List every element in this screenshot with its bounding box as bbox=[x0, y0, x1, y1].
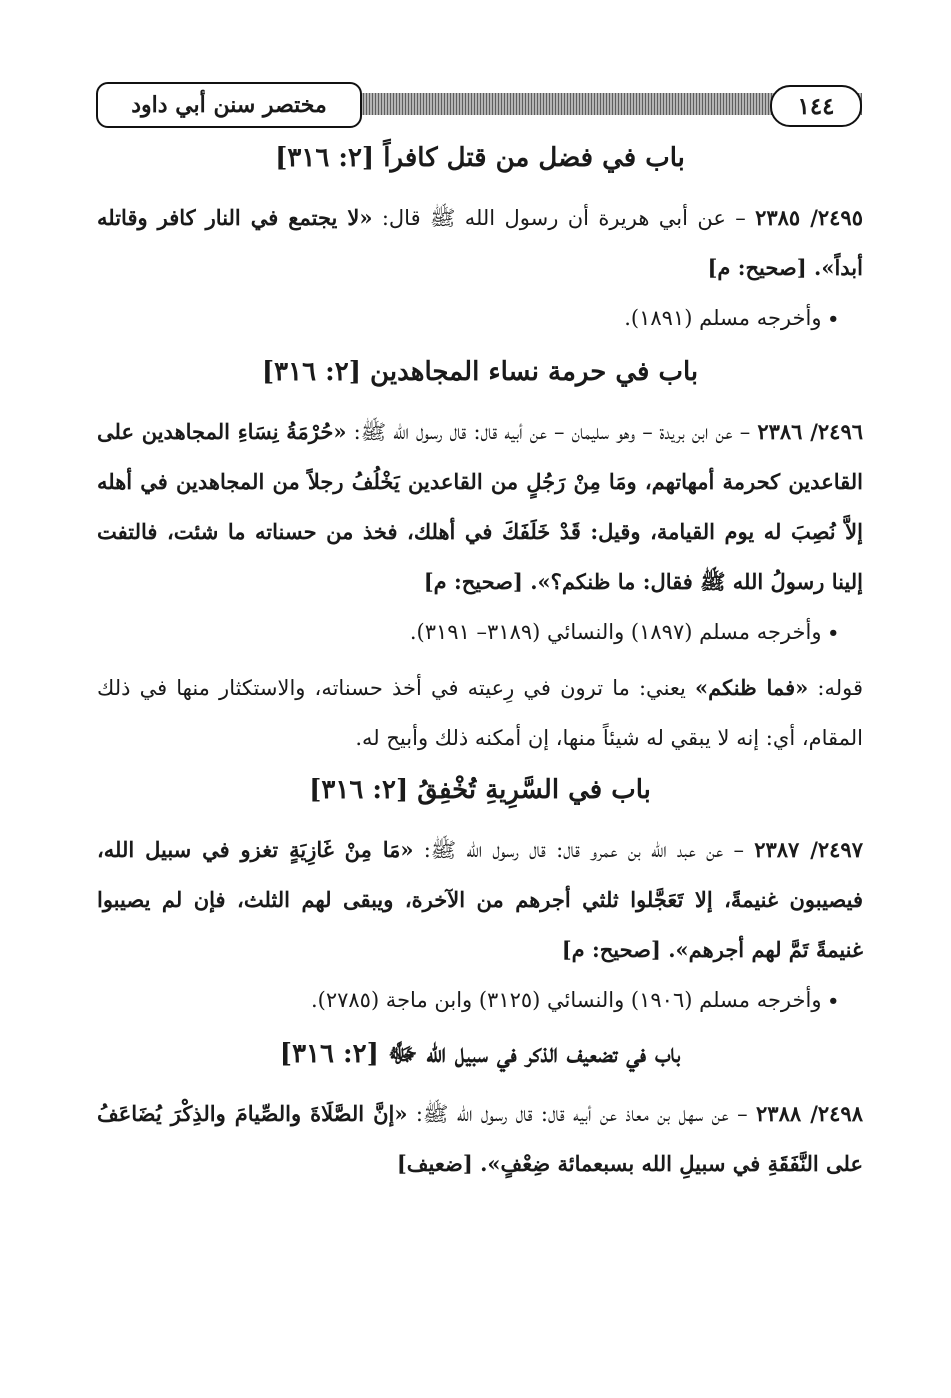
chapter-heading-3: باب في السَّرِيةِ تُخْفِقُ [٢: ٣١٦] bbox=[309, 775, 651, 805]
hadith-number: ٢٤٩٥/ ٢٣٨٥ bbox=[755, 205, 863, 230]
note-text: يعني: ما ترون في رِعيته في أخذ حسناته، والاستكثار منها في ذلك المقام، أي: إنه لا يبقي له شيئاً منها، إن أمكنه ذلك وأبيح له. bbox=[97, 676, 863, 750]
hadith-2497 bbox=[97, 825, 863, 975]
bullet-icon: • bbox=[827, 623, 839, 644]
takhrij-text: وأخرجه مسلم (١٩٠٦) والنسائي (٣١٢٥) وابن ماجة (٢٧٨٥). bbox=[310, 988, 822, 1012]
hadith-number: ٢٤٩٧/ ٢٣٨٧ bbox=[754, 837, 863, 862]
note-quoted: «فما ظنكم» bbox=[695, 675, 809, 700]
explanatory-note bbox=[97, 663, 863, 763]
page-number bbox=[770, 85, 862, 127]
bullet-icon: • bbox=[827, 991, 839, 1012]
running-header bbox=[96, 82, 862, 128]
hadith-2496 bbox=[97, 407, 863, 607]
hadith-text: «حُرْمَةُ نِسَاءِ المجاهدين على القاعدين كحرمة أمهاتهم، ومَا مِنْ رَجُلٍ من القاعدين يَخْلُفُ رجلاً من المجاهدين في أهله إلاَّ نُصِبَ له يوم القيامة، وقيل: قَدْ خَلَفَكَ في أهلك، فخذ من حسناته ما شئت، فالتفت إلينا رسولُ الله ﷺ فقال: ما ظنكم؟». [صحيح: م] bbox=[97, 419, 863, 594]
book-title bbox=[96, 82, 362, 128]
hadith-text: «مَا مِنْ غَازِيَةٍ تغزو في سبيل الله، فيصيبون غنيمةً، إلا تَعَجَّلوا ثلثي أجرهم من الآخرة، ويبقى لهم الثلث، فإن لم يصيبوا غنيمةً تَمَّ لهم أجرهم». [صحيح: م] bbox=[97, 837, 863, 962]
hadith-isnad: – عن عبد الله بن عمرو قال: قال رسول الله ﷺ: bbox=[413, 838, 755, 862]
takhrij-text: وأخرجه مسلم (١٨٩١). bbox=[624, 306, 822, 330]
hadith-2495 bbox=[97, 193, 863, 293]
hadith-isnad: – عن سهل بن معاذ عن أبيه قال: قال رسول الله ﷺ: bbox=[407, 1102, 757, 1126]
takhrij-2495 bbox=[97, 295, 863, 343]
hadith-isnad: – عن ابن بريدة – وهو سليمان – عن أبيه قال: قال رسول الله ﷺ: bbox=[346, 420, 758, 444]
bullet-icon: • bbox=[827, 309, 839, 330]
chapter-heading-4: باب في تضعيف الذكر في سبيل الله ﷻ [٢: ٣١٦] bbox=[279, 1039, 681, 1069]
takhrij-2497 bbox=[97, 977, 863, 1025]
hadith-isnad: – عن أبي هريرة أن رسول الله ﷺ قال: bbox=[372, 206, 756, 230]
hadith-number: ٢٤٩٦/ ٢٣٨٦ bbox=[757, 419, 864, 444]
hadith-text: «لا يجتمع في النار كافر وقاتله أبداً». [صحيح: م] bbox=[97, 205, 863, 280]
chapter-heading-2: باب في حرمة نساء المجاهدين [٢: ٣١٦] bbox=[261, 357, 699, 387]
hadith-number: ٢٤٩٨/ ٢٣٨٨ bbox=[756, 1101, 863, 1126]
hadith-text: «إنَّ الصَّلَاةَ والصِّيامَ والذِكْرَ يُضَاعَفُ على النَّفَقَةِ في سبيلِ الله بسبعمائة ضِعْفٍ». [ضعيف] bbox=[97, 1101, 863, 1176]
page-body bbox=[97, 135, 863, 1191]
book-title-text: مختصر سنن أبي داود bbox=[131, 92, 327, 118]
page-number-text: ١٤٤ bbox=[797, 92, 835, 120]
takhrij-2496 bbox=[97, 609, 863, 657]
chapter-heading-1: باب في فضل من قتل كافراً [٢: ٣١٦] bbox=[275, 143, 685, 173]
takhrij-text: وأخرجه مسلم (١٨٩٧) والنسائي (٣١٨٩– ٣١٩١). bbox=[409, 620, 822, 644]
note-prefix: قوله: bbox=[808, 676, 864, 700]
hadith-2498 bbox=[97, 1089, 863, 1189]
